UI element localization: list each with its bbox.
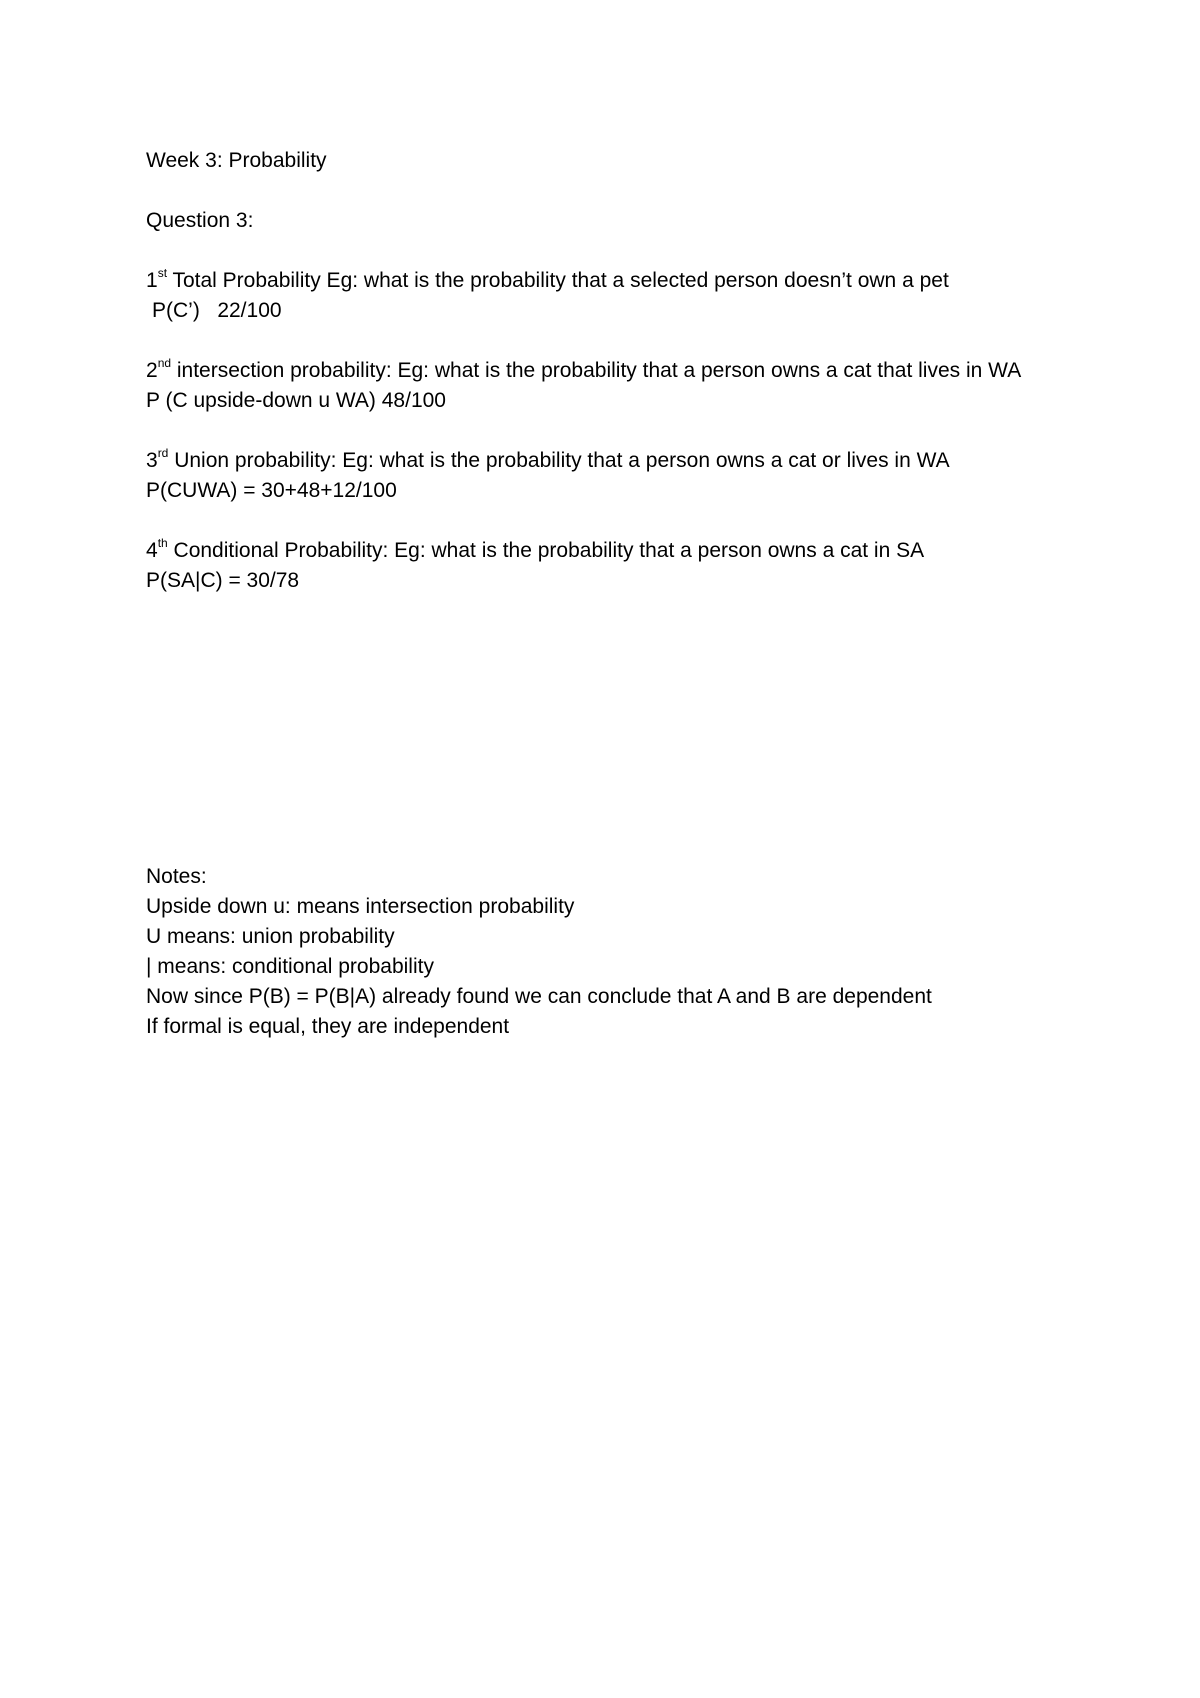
- spacer: [146, 176, 1066, 206]
- spacer: [146, 236, 1066, 266]
- notes-line: Upside down u: means intersection probability: [146, 895, 575, 918]
- item-ordinal-suffix: st: [157, 266, 168, 280]
- notes-line: | means: conditional probability: [146, 955, 434, 978]
- item-heading-text: intersection probability: Eg: what is the probability that a person owns a cat that lives in WA: [171, 359, 1022, 382]
- notes-line: Now since P(B) = P(B|A) already found we can conclude that A and B are dependent: [146, 985, 932, 1008]
- notes-line: If formal is equal, they are independent: [146, 1015, 510, 1038]
- item-heading-text: Total Probability Eg: what is the probability that a selected person doesn’t own a pet: [167, 269, 949, 292]
- notes-section: [146, 862, 1066, 1042]
- item-heading: [146, 536, 1066, 566]
- item-number: 4: [146, 539, 158, 562]
- page-title: Week 3: Probability: [146, 149, 327, 172]
- probability-item-union: [146, 446, 1066, 506]
- notes-heading: Notes:: [146, 865, 207, 888]
- item-formula: P(CUWA) = 30+48+12/100: [146, 479, 397, 502]
- probability-item-conditional: [146, 536, 1066, 596]
- item-heading: [146, 446, 1066, 476]
- item-heading-text: Conditional Probability: Eg: what is the probability that a person owns a cat in SA: [167, 539, 925, 562]
- item-number: 1: [146, 269, 158, 292]
- item-heading: [146, 356, 1066, 386]
- question-label: Question 3:: [146, 209, 254, 232]
- item-formula: P(C’) 22/100: [152, 299, 282, 322]
- item-number: 3: [146, 449, 158, 472]
- item-ordinal-suffix: rd: [157, 446, 169, 460]
- item-number: 2: [146, 359, 158, 382]
- document-content: [146, 146, 1066, 626]
- item-heading-text: Union probability: Eg: what is the probability that a person owns a cat or lives in WA: [168, 449, 950, 472]
- probability-item-total: [146, 266, 1066, 326]
- probability-item-intersection: [146, 356, 1066, 416]
- item-formula: P (C upside-down u WA) 48/100: [146, 389, 446, 412]
- item-ordinal-suffix: nd: [157, 356, 172, 370]
- notes-line: U means: union probability: [146, 925, 395, 948]
- item-ordinal-suffix: th: [157, 536, 168, 550]
- item-formula: P(SA|C) = 30/78: [146, 569, 300, 592]
- item-heading: [146, 266, 1066, 296]
